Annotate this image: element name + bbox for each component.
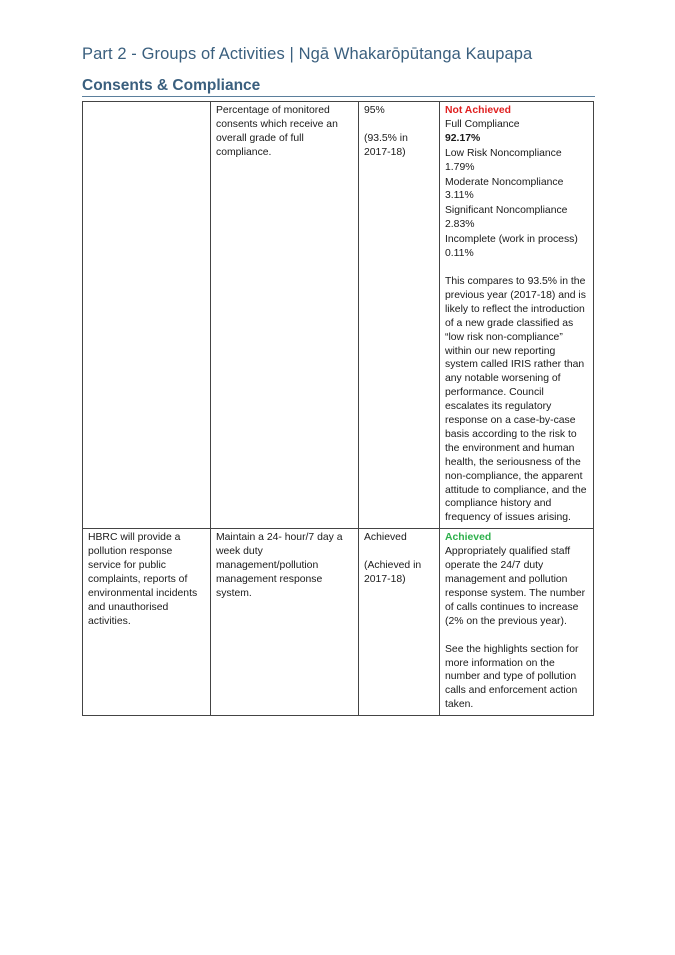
level-of-service-cell [83,102,211,529]
target-cell [359,102,440,529]
result-item-value: 3.11% [445,190,474,202]
table-row [83,102,594,529]
result-paragraph: See the highlights section for more information on the number and type of pollution calls and enforcement action taken. [445,643,579,711]
header-divider [82,96,595,97]
target-note: (Achieved in 2017-18) [364,560,422,586]
result-item-value: 0.11% [445,248,474,260]
table-row [83,529,594,716]
status-achieved: Achieved [445,532,492,544]
status-not-achieved: Not Achieved [445,105,512,116]
measure-cell: Maintain a 24- hour/7 day a week duty management/pollution management response system. [211,529,359,716]
target-value: 95% [364,105,385,116]
result-item-label: Incomplete (work in process) [445,234,578,246]
result-commentary: This compares to 93.5% in the previous year (2017-18) and is likely to reflect the introduction of a new grade classified as “low risk non-compliance” within our new reporting system called IRIS rather than any notable worsening of performance. Council escalates its regulatory response on a case-by-case basis according to the risk to the environment and human health, the seriousness of the non-compliance, the apparent attitude to compliance, and the compliance history and frequency of issues arising. [445,275,587,524]
result-item-value: 92.17% [445,132,481,144]
result-paragraph: Appropriately qualified staff operate the 24/7 duty management and pollution response system. The number of calls continues to increase (2% on the previous year). [445,546,586,627]
result-cell [440,529,594,716]
target-cell [359,529,440,716]
measure-cell: Percentage of monitored consents which receive an overall grade of full compliance. [211,102,359,529]
result-item-label: Full Compliance [445,118,520,130]
page-header [82,42,597,96]
target-value: Achieved [364,532,407,544]
performance-table [82,101,594,716]
level-of-service-cell: HBRC will provide a pollution response service for public complaints, reports of environmental incidents and unauthorised activities. [83,529,211,716]
result-item-value: 1.79% [445,161,475,173]
result-item-value: 2.83% [445,219,475,231]
result-cell [440,102,594,529]
result-item-label: Low Risk Noncompliance [445,147,562,159]
target-note: (93.5% in 2017-18) [364,132,408,158]
result-item-label: Moderate Noncompliance [445,176,564,188]
part-title: Part 2 - Groups of Activities | Ngā Whakarōpūtanga Kaupapa [82,45,533,63]
section-title: Consents & Compliance [82,77,261,94]
result-item-label: Significant Noncompliance [445,205,568,217]
